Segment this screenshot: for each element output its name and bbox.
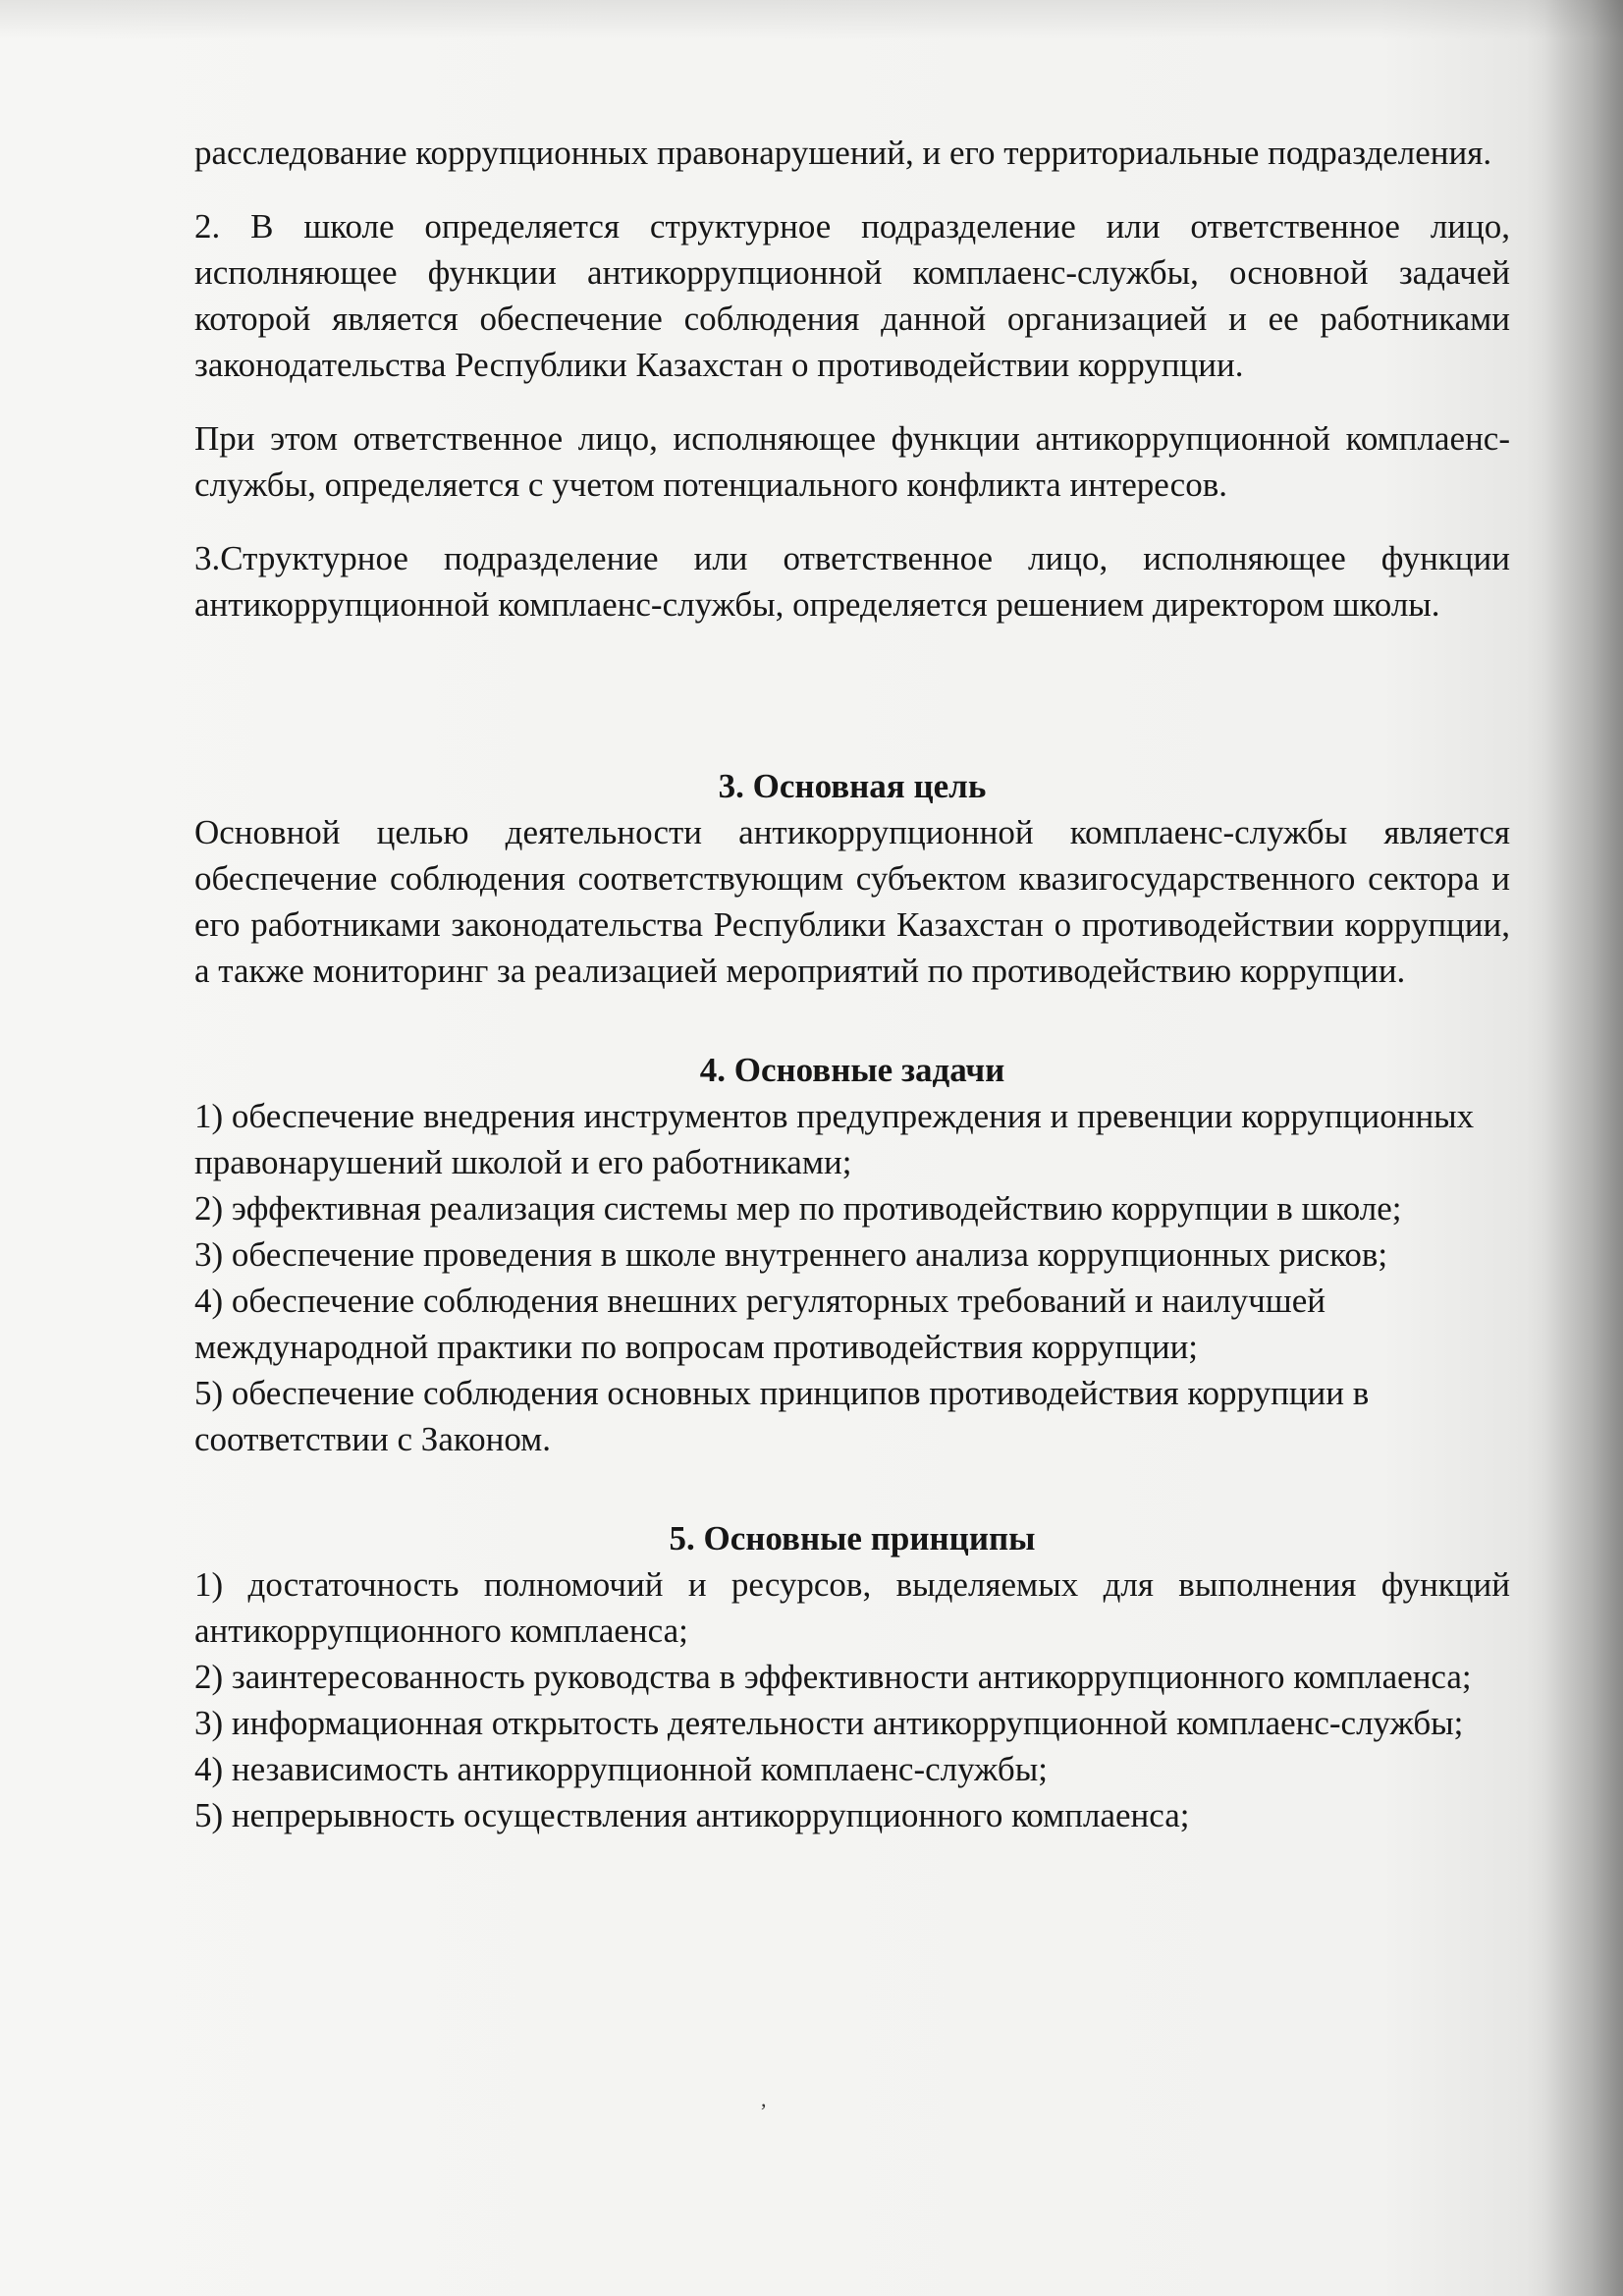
list-item: 2) эффективная реализация системы мер по противодействию коррупции в школе; [194,1189,1402,1228]
document-body [194,130,1510,1838]
list-item: 4) обеспечение соблюдения внешних регуляторных требований и наилучшей международной практики по вопросам противодействия коррупции; [194,1282,1325,1366]
section-5-title: 5. Основные принципы [669,1519,1036,1558]
scan-edge-shadow [1544,0,1623,2296]
list-item: 3) обеспечение проведения в школе внутреннего анализа коррупционных рисков; [194,1235,1388,1274]
paragraph-continuation: расследование коррупционных правонарушений, и его территориальные подразделения. [194,134,1492,172]
list-item: 1) достаточность полномочий и ресурсов, выделяемых для выполнения функций антикоррупционного комплаенса; [194,1565,1510,1650]
list-item: 5) обеспечение соблюдения основных принципов противодействия коррупции в соответствии с Законом. [194,1374,1370,1458]
list-item: 3) информационная открытость деятельности антикоррупционной комплаенс-службы; [194,1704,1464,1742]
section-4-title: 4. Основные задачи [699,1051,1005,1089]
scan-top-shadow [0,0,1623,39]
paragraph-clause-2: 2. В школе определяется структурное подразделение или ответственное лицо, исполняющее функции антикоррупционной комплаенс-службы, основной задачей которой является обеспечение соблюдения данной организацией и ее работниками законодательства Республики Казахстан о противодействии коррупции. [194,207,1510,384]
section-3-text: Основной целью деятельности антикоррупционной комплаенс-службы является обеспечение соблюдения соответствующим субъектом квазигосударственного сектора и его работниками законодательства Республики Казахстан о противодействии коррупции, а также мониторинг за реализацией мероприятий по противодействию коррупции. [194,813,1510,990]
paragraph-clause-3: 3.Структурное подразделение или ответственное лицо, исполняющее функции антикоррупционной комплаенс-службы, определяется решением директором школы. [194,539,1510,624]
list-item: 1) обеспечение внедрения инструментов предупреждения и превенции коррупционных правонарушений школой и его работниками; [194,1097,1475,1181]
list-item: 5) непрерывность осуществления антикоррупционного комплаенса; [194,1796,1190,1834]
list-item: 2) заинтересованность руководства в эффективности антикоррупционного комплаенса; [194,1658,1472,1696]
section-3-title: 3. Основная цель [718,767,987,805]
list-item: 4) независимость антикоррупционной комплаенс-службы; [194,1750,1048,1788]
page-mark: , [761,2087,767,2111]
paragraph-responsible-person: При этом ответственное лицо, исполняющее функции антикоррупционной комплаенс-службы, определяется с учетом потенциального конфликта интересов. [194,419,1510,504]
